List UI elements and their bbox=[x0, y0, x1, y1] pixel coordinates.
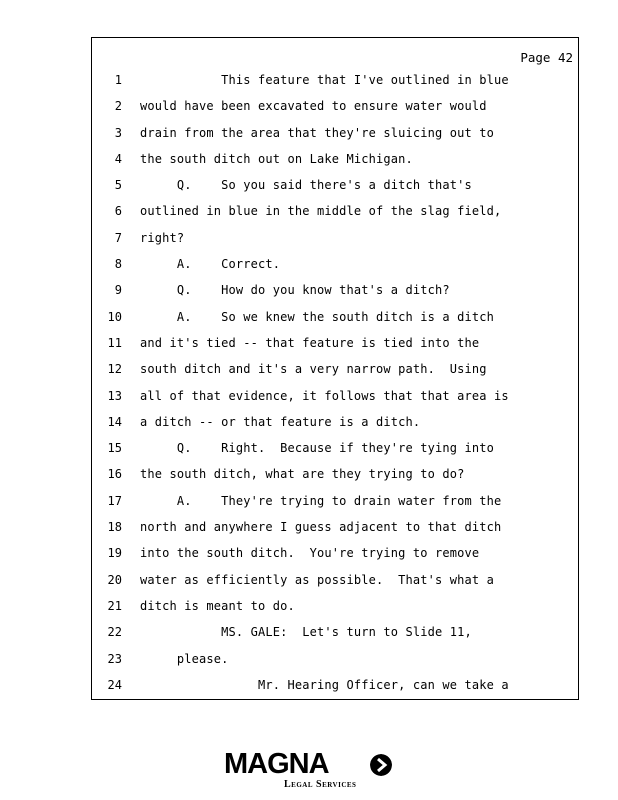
transcript-line bbox=[92, 441, 578, 467]
line-number: 14 bbox=[107, 414, 122, 429]
line-number: 16 bbox=[107, 467, 122, 482]
line-number: 12 bbox=[107, 362, 122, 377]
transcript-line bbox=[92, 678, 578, 704]
line-text: A. Correct. bbox=[140, 257, 281, 272]
line-text: Q. So you said there's a ditch that's bbox=[140, 178, 472, 193]
line-number: 15 bbox=[107, 441, 122, 456]
line-number: 13 bbox=[107, 388, 122, 403]
line-text: A. So we knew the south ditch is a ditch bbox=[140, 309, 494, 324]
line-text: water as efficiently as possible. That's what a bbox=[140, 572, 494, 587]
line-number: 19 bbox=[107, 546, 122, 561]
transcript-lines bbox=[92, 73, 578, 704]
line-number: 20 bbox=[107, 572, 122, 587]
line-text: a ditch -- or that feature is a ditch. bbox=[140, 414, 421, 429]
transcript-line bbox=[92, 178, 578, 204]
transcript-line bbox=[92, 494, 578, 520]
line-number: 9 bbox=[114, 283, 122, 298]
line-text: MS. GALE: Let's turn to Slide 11, bbox=[140, 625, 472, 640]
transcript-line bbox=[92, 625, 578, 651]
transcript-line bbox=[92, 520, 578, 546]
line-text: ditch is meant to do. bbox=[140, 598, 295, 613]
line-number: 6 bbox=[114, 204, 122, 219]
transcript-line bbox=[92, 257, 578, 283]
line-number: 5 bbox=[114, 178, 122, 193]
transcript-line bbox=[92, 283, 578, 309]
line-text: outlined in blue in the middle of the slag field, bbox=[140, 204, 502, 219]
line-text: north and anywhere I guess adjacent to that ditch bbox=[140, 520, 502, 535]
transcript-line bbox=[92, 362, 578, 388]
line-number: 3 bbox=[114, 125, 122, 140]
line-number: 4 bbox=[114, 151, 122, 166]
logo-subtitle: Legal Services bbox=[284, 779, 357, 790]
transcript-line bbox=[92, 573, 578, 599]
transcript-line bbox=[92, 152, 578, 178]
line-number: 23 bbox=[107, 651, 122, 666]
line-number: 21 bbox=[107, 598, 122, 613]
transcript-line bbox=[92, 652, 578, 678]
line-number: 18 bbox=[107, 520, 122, 535]
line-number: 11 bbox=[107, 335, 122, 350]
transcript-line bbox=[92, 389, 578, 415]
transcript-line bbox=[92, 204, 578, 230]
transcript-line bbox=[92, 415, 578, 441]
line-number: 24 bbox=[107, 677, 122, 692]
line-text: right? bbox=[140, 230, 185, 245]
transcript-line bbox=[92, 231, 578, 257]
line-text: Q. How do you know that's a ditch? bbox=[140, 283, 450, 298]
transcript-line bbox=[92, 467, 578, 493]
line-number: 7 bbox=[114, 230, 122, 245]
transcript-line bbox=[92, 336, 578, 362]
logo-wordmark: MAGNA bbox=[224, 748, 329, 780]
transcript-line bbox=[92, 126, 578, 152]
line-number: 10 bbox=[107, 309, 122, 324]
transcript-line bbox=[92, 73, 578, 99]
line-text: into the south ditch. You're trying to remove bbox=[140, 546, 480, 561]
line-text: would have been excavated to ensure water would bbox=[140, 99, 487, 114]
page-number: Page 42 bbox=[520, 50, 573, 65]
transcript-line bbox=[92, 99, 578, 125]
transcript-page bbox=[91, 37, 579, 700]
line-text: the south ditch out on Lake Michigan. bbox=[140, 151, 413, 166]
line-text: Q. Right. Because if they're tying into bbox=[140, 441, 494, 456]
line-text: and it's tied -- that feature is tied into the bbox=[140, 335, 480, 350]
line-text: This feature that I've outlined in blue bbox=[140, 73, 509, 87]
line-text: all of that evidence, it follows that that area is bbox=[140, 388, 509, 403]
chevron-right-icon bbox=[370, 754, 392, 776]
line-text: A. They're trying to drain water from the bbox=[140, 493, 502, 508]
line-number: 1 bbox=[114, 73, 122, 87]
line-number: 17 bbox=[107, 493, 122, 508]
line-number: 8 bbox=[114, 257, 122, 272]
line-text: south ditch and it's a very narrow path. Using bbox=[140, 362, 487, 377]
line-text: Mr. Hearing Officer, can we take a bbox=[140, 677, 509, 692]
transcript-line bbox=[92, 310, 578, 336]
line-text: please. bbox=[140, 651, 229, 666]
line-number: 2 bbox=[114, 99, 122, 114]
line-text: the south ditch, what are they trying to do? bbox=[140, 467, 465, 482]
magna-logo bbox=[224, 748, 396, 792]
transcript-line bbox=[92, 546, 578, 572]
line-number: 22 bbox=[107, 625, 122, 640]
transcript-line bbox=[92, 599, 578, 625]
line-text: drain from the area that they're sluicing out to bbox=[140, 125, 494, 140]
